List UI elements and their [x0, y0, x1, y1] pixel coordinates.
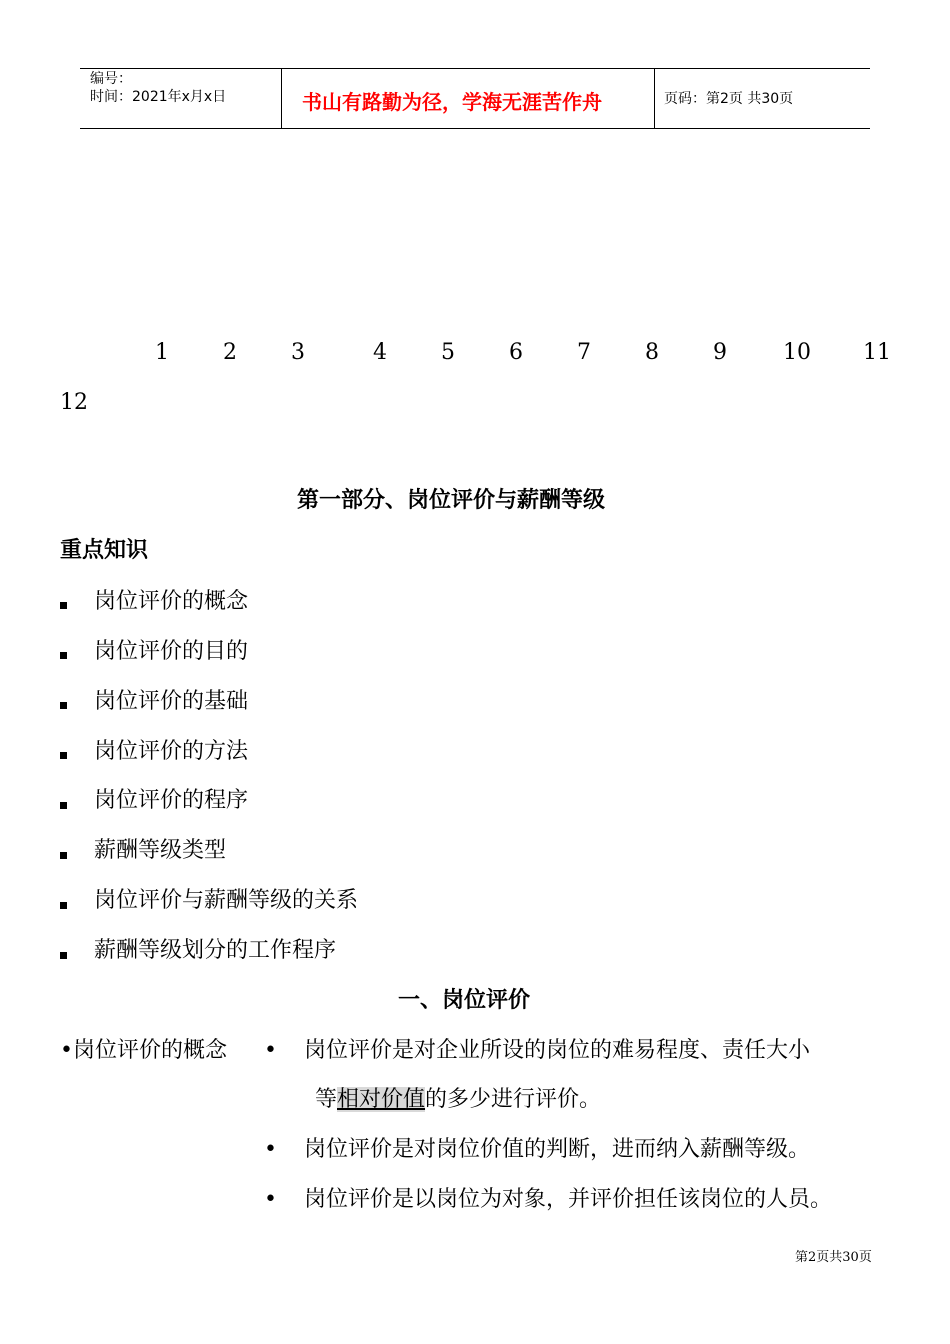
dot-bullet-icon: •	[264, 1038, 277, 1063]
square-bullet-icon	[60, 952, 67, 959]
number-1: 1	[155, 340, 169, 365]
header-divider-1	[281, 68, 282, 129]
header-time-label: 时间：2021年x月x日	[90, 89, 227, 105]
square-bullet-icon	[60, 902, 67, 909]
key-item-label: 薪酬等级划分的工作程序	[94, 938, 337, 963]
header-bottom-rule	[80, 128, 870, 129]
dot-bullet-icon: •	[264, 1137, 277, 1162]
number-11: 11	[863, 340, 891, 365]
square-bullet-icon	[60, 702, 67, 709]
concept-bullet-1-suffix: 的多少进行评价。	[425, 1087, 602, 1112]
key-item-label: 岗位评价的程序	[94, 788, 249, 813]
key-item-label: 岗位评价的基础	[94, 689, 249, 714]
header-top-rule	[80, 68, 870, 69]
square-bullet-icon	[60, 752, 67, 759]
square-bullet-icon	[60, 652, 67, 659]
header-code-label: 编号：	[90, 71, 132, 87]
key-knowledge-title: 重点知识	[60, 538, 149, 563]
number-10: 10	[783, 340, 811, 365]
concept-bullet-2: 岗位评价是对岗位价值的判断，进而纳入薪酬等级。	[304, 1137, 811, 1162]
page-footer: 第2页共30页	[795, 1250, 872, 1265]
number-4: 4	[373, 340, 387, 365]
key-item-label: 薪酬等级类型	[94, 838, 227, 863]
header-page-label: 页码：第2页 共30页	[664, 91, 794, 107]
header-motto: 书山有路勤为径，学海无涯苦作舟	[302, 90, 602, 114]
section-title: 第一部分、岗位评价与薪酬等级	[297, 488, 606, 513]
number-12: 12	[60, 390, 88, 415]
key-item-label: 岗位评价的方法	[94, 739, 249, 764]
key-item-label: 岗位评价的概念	[94, 589, 249, 614]
concept-bullet-1-line-2	[315, 1086, 601, 1114]
number-7: 7	[577, 340, 591, 365]
concept-bullet-3: 岗位评价是以岗位为对象，并评价担任该岗位的人员。	[304, 1187, 833, 1212]
header-divider-2	[654, 68, 655, 129]
chapter-title: 一、岗位评价	[398, 988, 531, 1013]
key-item-label: 岗位评价与薪酬等级的关系	[94, 888, 359, 913]
number-6: 6	[509, 340, 523, 365]
square-bullet-icon	[60, 852, 67, 859]
number-2: 2	[223, 340, 237, 365]
concept-label: •岗位评价的概念	[60, 1038, 227, 1063]
square-bullet-icon	[60, 602, 67, 609]
square-bullet-icon	[60, 802, 67, 809]
number-5: 5	[441, 340, 455, 365]
dot-bullet-icon: •	[264, 1187, 277, 1212]
concept-bullet-1-prefix: 等	[315, 1087, 338, 1112]
number-3: 3	[291, 340, 305, 365]
number-9: 9	[713, 340, 727, 365]
relative-value-highlight: 相对价值	[337, 1087, 426, 1112]
number-8: 8	[645, 340, 659, 365]
concept-bullet-1-line-1: 岗位评价是对企业所设的岗位的难易程度、责任大小	[304, 1038, 811, 1063]
key-item-label: 岗位评价的目的	[94, 639, 249, 664]
